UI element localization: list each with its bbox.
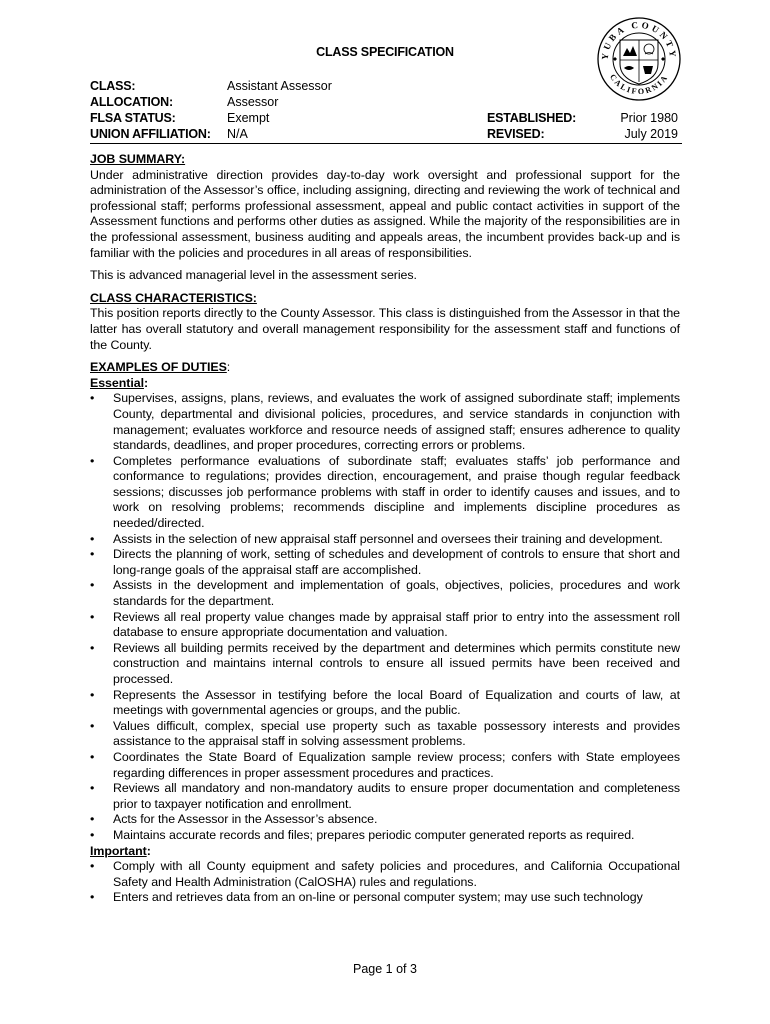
svg-text:YUBA COUNTY: YUBA COUNTY — [599, 19, 679, 61]
job-summary-level-note: This is advanced managerial level in the assessment series. — [90, 268, 417, 283]
duty-text: Assists in the development and implementation of goals, objectives, policies, procedures and work standards for the department. — [113, 578, 680, 609]
bullet-icon: • — [90, 687, 95, 702]
bullet-icon: • — [90, 531, 95, 546]
allocation-label: ALLOCATION: — [90, 95, 173, 109]
duty-text: Assists in the selection of new appraisal staff personnel and oversees their training and development. — [113, 531, 663, 546]
class-characteristics-heading: CLASS CHARACTERISTICS: — [90, 290, 257, 305]
class-value: Assistant Assessor — [227, 79, 332, 93]
duty-list-item — [90, 532, 680, 548]
union-affiliation-label: UNION AFFILIATION: — [90, 127, 211, 141]
duty-text: Represents the Assessor in testifying before the local Board of Equalization and courts of law, at meetings with governmental agencies or groups, and the public. — [113, 687, 680, 718]
duty-list-item — [90, 641, 680, 688]
duty-list-item — [90, 454, 680, 532]
duty-text: Reviews all mandatory and non-mandatory audits to ensure proper documentation and completeness prior to taxpayer notification and enrollment. — [113, 781, 680, 811]
duty-list-item — [90, 828, 680, 844]
document-title: CLASS SPECIFICATION — [316, 45, 454, 59]
duty-text: Maintains accurate records and files; prepares periodic computer generated reports as required. — [113, 827, 635, 842]
duty-text: Enters and retrieves data from an on-line or personal computer system; may use such technology — [113, 890, 643, 905]
bullet-icon: • — [90, 827, 95, 842]
bullet-icon: • — [90, 578, 95, 593]
duty-list-item — [90, 578, 680, 609]
duty-text: Supervises, assigns, plans, reviews, and evaluates the work of assigned subordinate staff; implements County, departmental and divisional policies, procedures, and service standards in conjunction with management; evaluates workforce and resource needs of assigned staff; ensures adherence to quality standards, deadlines, and proper procedures, correcting errors or problems. — [113, 391, 680, 453]
duty-text: Directs the planning of work, setting of schedules and development of controls to ensure that short and long-range goals of the appraisal staff are accomplished. — [113, 547, 680, 577]
document-body — [90, 152, 680, 906]
duties-heading: EXAMPLES OF DUTIES: — [90, 360, 231, 375]
duty-text: Coordinates the State Board of Equalization sample review process; confers with State employees regarding differences in proper assessment procedures and practices. — [113, 749, 680, 780]
established-value: Prior 1980 — [620, 111, 678, 125]
essential-duties-list — [90, 391, 680, 843]
county-seal-icon — [596, 16, 682, 102]
duty-list-item — [90, 859, 680, 890]
bullet-icon: • — [90, 749, 95, 764]
revised-label: REVISED: — [487, 127, 545, 141]
class-label: CLASS: — [90, 79, 136, 93]
duty-list-item — [90, 890, 680, 906]
bullet-icon: • — [90, 812, 95, 827]
header-divider — [90, 143, 682, 144]
duty-text: Reviews all real property value changes made by appraisal staff prior to entry into the assessment roll database to ensure appropriate documentation and valuation. — [113, 609, 680, 640]
duty-list-item — [90, 719, 680, 750]
bullet-icon: • — [90, 859, 95, 874]
duty-list-item — [90, 547, 680, 578]
duty-text: Comply with all County equipment and safety policies and procedures, and California Occupational Safety and Health Administration (CalOSHA) rules and regulations. — [113, 859, 680, 889]
duty-text: Values difficult, complex, special use property such as taxable possessory interests and provides assistance to the appraisal staff in solving assessment problems. — [113, 718, 680, 749]
job-summary-paragraph: Under administrative direction provides day-to-day work oversight and professional support for the administration of the Assessor’s office, including assigning, directing and reviewing the work of technical and professional staff; performs professional assessment, appeal and public contact activities in support of the Assessment functions and performs other duties as assigned. While the majority of the responsibilities are in the professional assessment, business auditing and appeals areas, the incumbent provides back-up and is familiar with the policies and procedures in all areas of responsibilities. — [90, 167, 680, 260]
svg-text:CALIFORNIA: CALIFORNIA — [607, 72, 671, 97]
duty-text: Completes performance evaluations of subordinate staff; evaluates staffs’ job performance and conformance to regulations; provides direction, encouragement, and praise though regular feedback sessions; discusses job performance problems with staff in order to identify causes and issues, and to work on resolving problems; recommends discipline and implements discipline procedures as needed/directed. — [113, 453, 680, 531]
bullet-icon: • — [90, 640, 95, 655]
duty-list-item — [90, 610, 680, 641]
allocation-value: Assessor — [227, 95, 279, 109]
flsa-status-value: Exempt — [227, 111, 270, 125]
union-affiliation-value: N/A — [227, 127, 248, 141]
duty-list-item — [90, 812, 680, 828]
flsa-status-label: FLSA STATUS: — [90, 111, 176, 125]
essential-subheading: Essential: — [90, 375, 149, 390]
bullet-icon: • — [90, 609, 95, 624]
job-summary-heading: JOB SUMMARY: — [90, 152, 186, 166]
bullet-icon: • — [90, 890, 95, 905]
bullet-icon: • — [90, 453, 95, 468]
duty-list-item — [90, 781, 680, 812]
bullet-icon: • — [90, 547, 95, 562]
duty-list-item — [90, 750, 680, 781]
bullet-icon: • — [90, 718, 95, 733]
class-characteristics-paragraph: This position reports directly to the County Assessor. This class is distinguished from the Assessor in that the latter has overall statutory and overall management responsibility for the assessment staff and functions of the County. — [90, 306, 680, 352]
duty-list-item — [90, 391, 680, 453]
duty-text: Acts for the Assessor in the Assessor’s absence. — [113, 812, 378, 827]
duty-list-item — [90, 688, 680, 719]
bullet-icon: • — [90, 391, 95, 406]
important-duties-list — [90, 859, 680, 906]
revised-value: July 2019 — [624, 127, 678, 141]
bullet-icon: • — [90, 781, 95, 796]
duty-text: Reviews all building permits received by the department and determines which permits constitute new construction and maintains internal controls to ensure all issued permits have been received and processed. — [113, 640, 680, 686]
page-number: Page 1 of 3 — [353, 962, 417, 976]
important-subheading: Important: — [90, 843, 151, 858]
established-label: ESTABLISHED: — [487, 111, 577, 125]
